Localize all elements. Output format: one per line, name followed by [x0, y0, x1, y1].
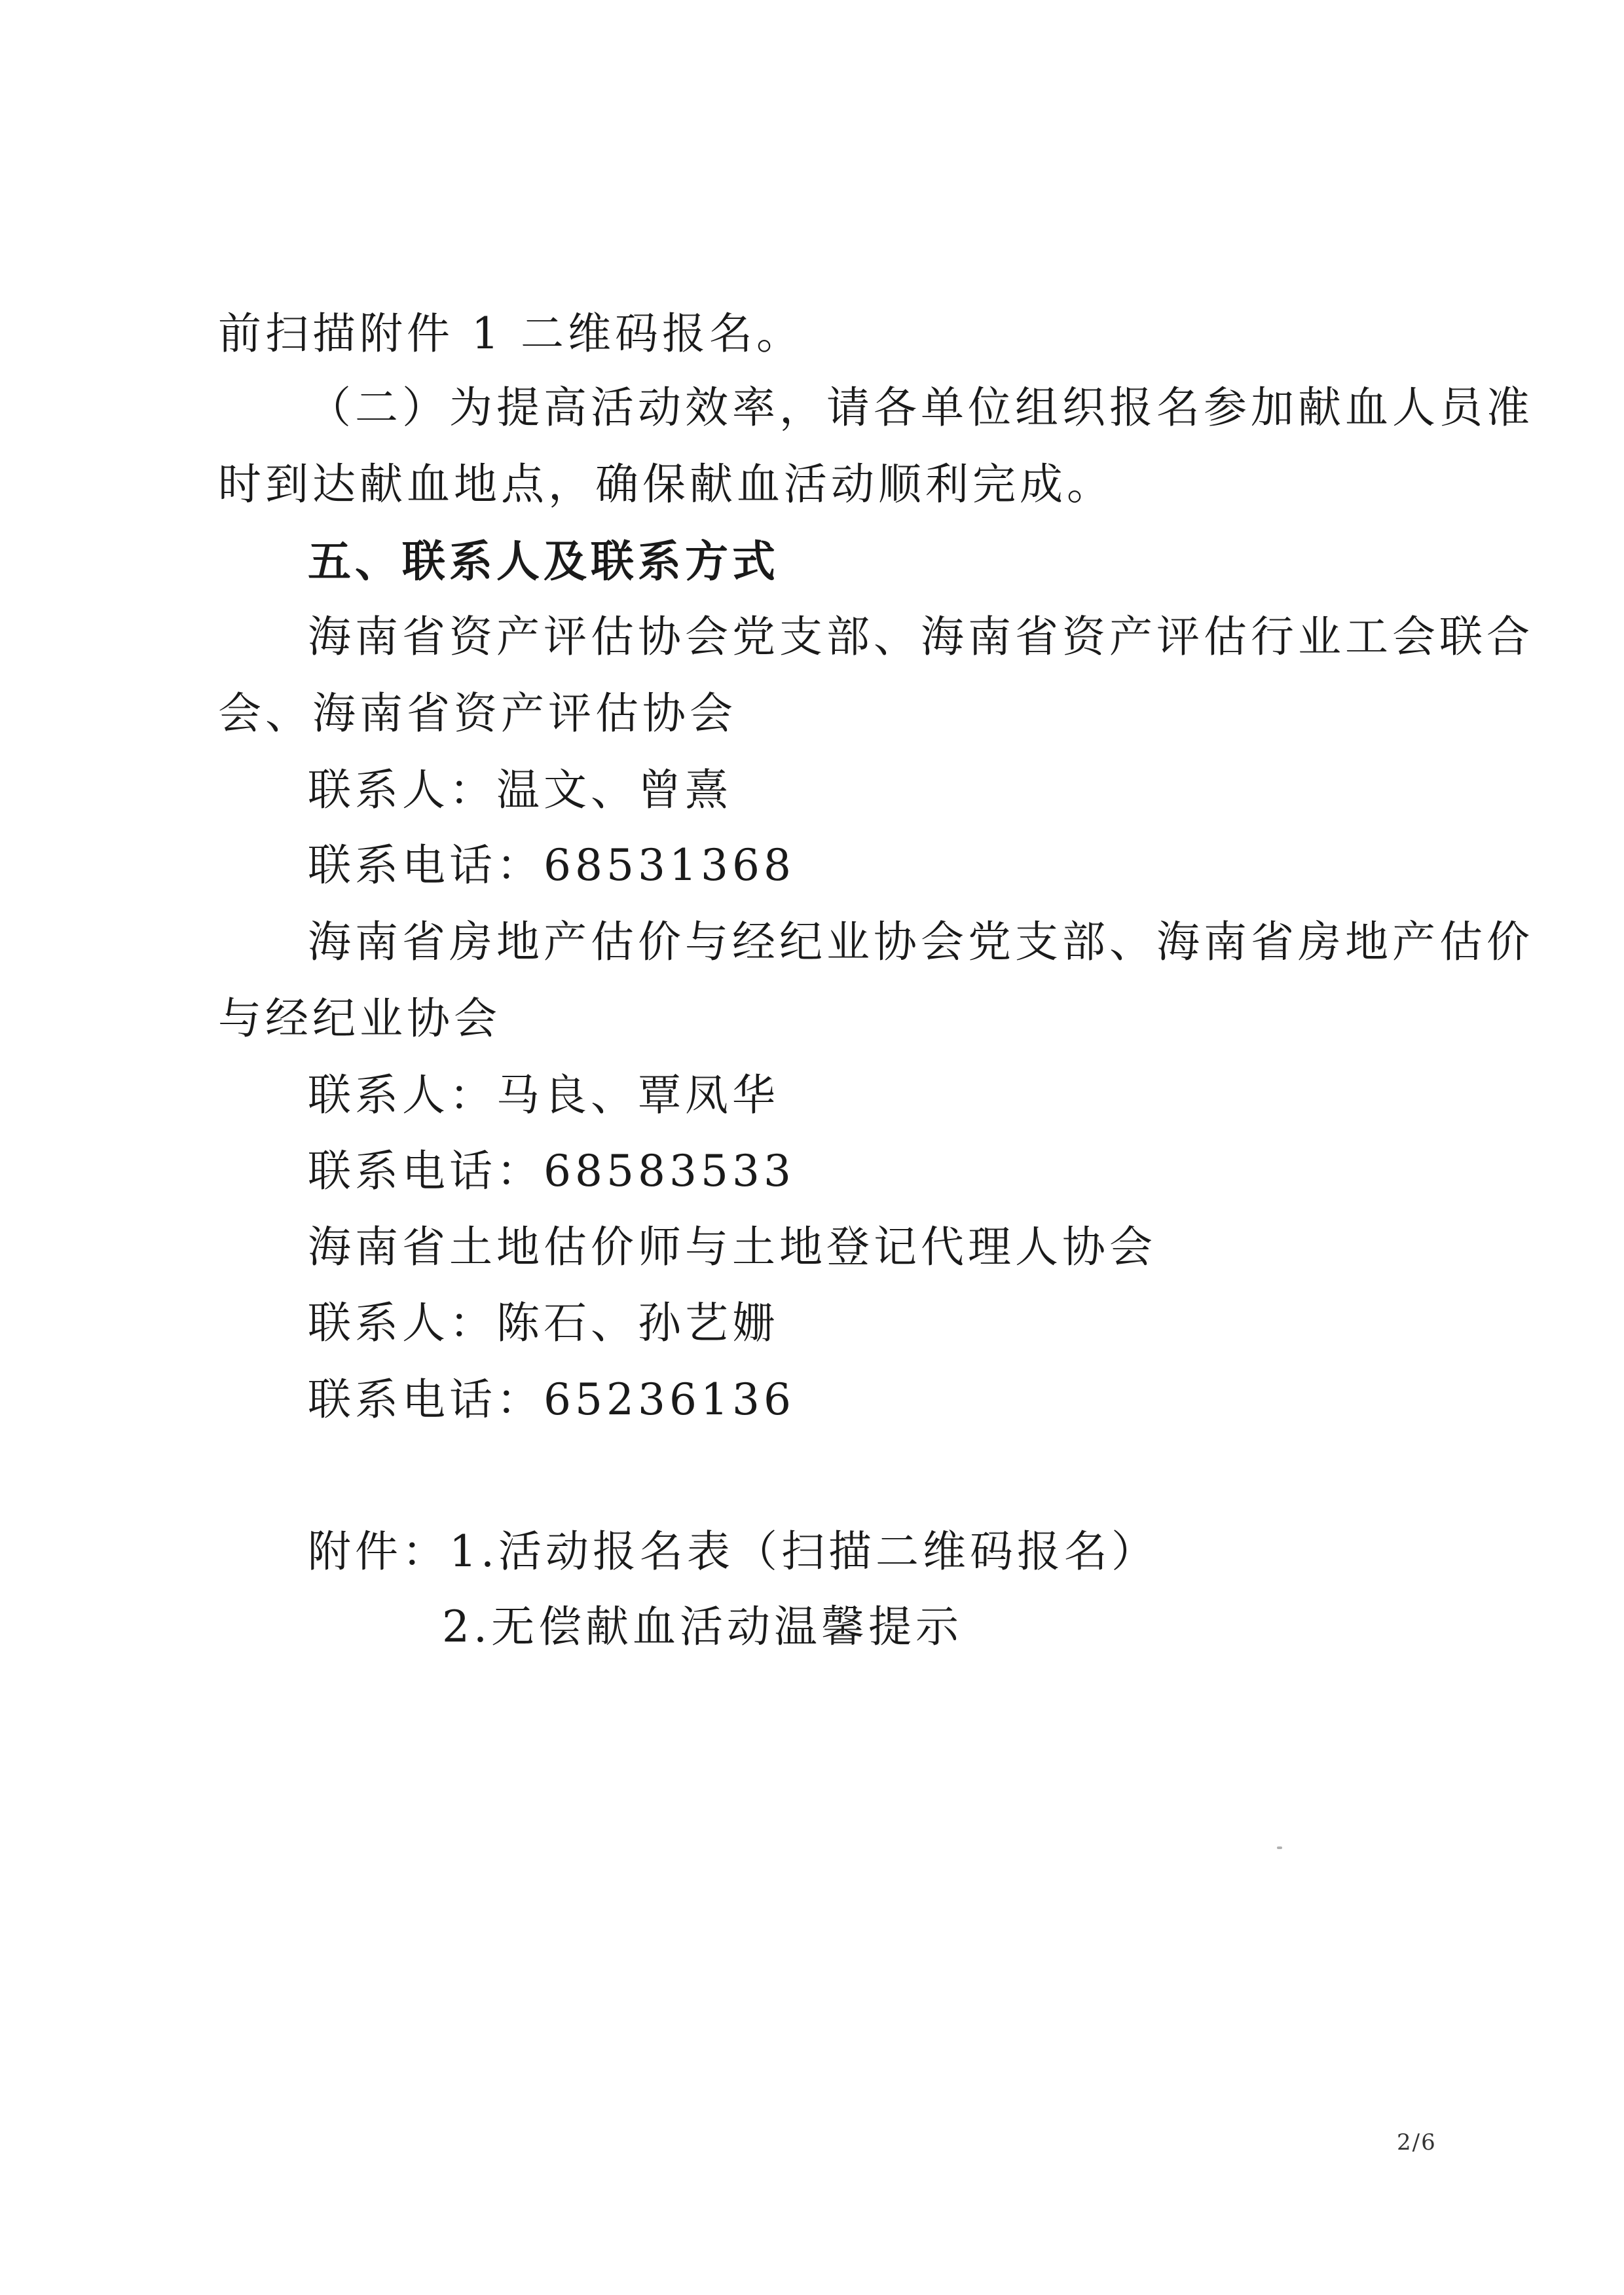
body-line-continuation: 前扫描附件 1 二维码报名。: [218, 308, 803, 359]
org-1-name-cont: 会、海南省资产评估协会: [218, 688, 737, 739]
org-1-phone: 联系电话：68531368: [308, 840, 795, 890]
scan-speck: [1277, 1846, 1282, 1849]
org-2-phone: 联系电话：68583533: [308, 1146, 795, 1196]
org-2-name-cont: 与经纪业协会: [218, 993, 501, 1044]
body-paragraph-2: （二）为提高活动效率，请各单位组织报名参加献血人员准: [308, 382, 1534, 433]
page-number: 2/6: [1397, 2129, 1437, 2156]
org-3-name: 海南省土地估价师与土地登记代理人协会: [308, 1222, 1156, 1272]
org-3-phone: 联系电话：65236136: [308, 1374, 795, 1425]
body-paragraph-2-cont: 时到达献血地点，确保献血活动顺利完成。: [218, 459, 1114, 509]
attachment-item-2: 2.无偿献血活动温馨提示: [442, 1602, 963, 1652]
org-2-contact-person: 联系人：马良、覃凤华: [308, 1070, 779, 1120]
attachment-item-1: 附件：1.活动报名表（扫描二维码报名）: [308, 1526, 1158, 1577]
org-2-name: 海南省房地产估价与经纪业协会党支部、海南省房地产估价: [308, 917, 1534, 967]
section-heading-contacts: 五、联系人及联系方式: [308, 536, 779, 587]
org-1-name: 海南省资产评估协会党支部、海南省资产评估行业工会联合: [308, 612, 1534, 662]
org-1-contact-person: 联系人：温文、曾熹: [308, 765, 732, 815]
org-3-contact-person: 联系人：陈石、孙艺姗: [308, 1298, 779, 1348]
